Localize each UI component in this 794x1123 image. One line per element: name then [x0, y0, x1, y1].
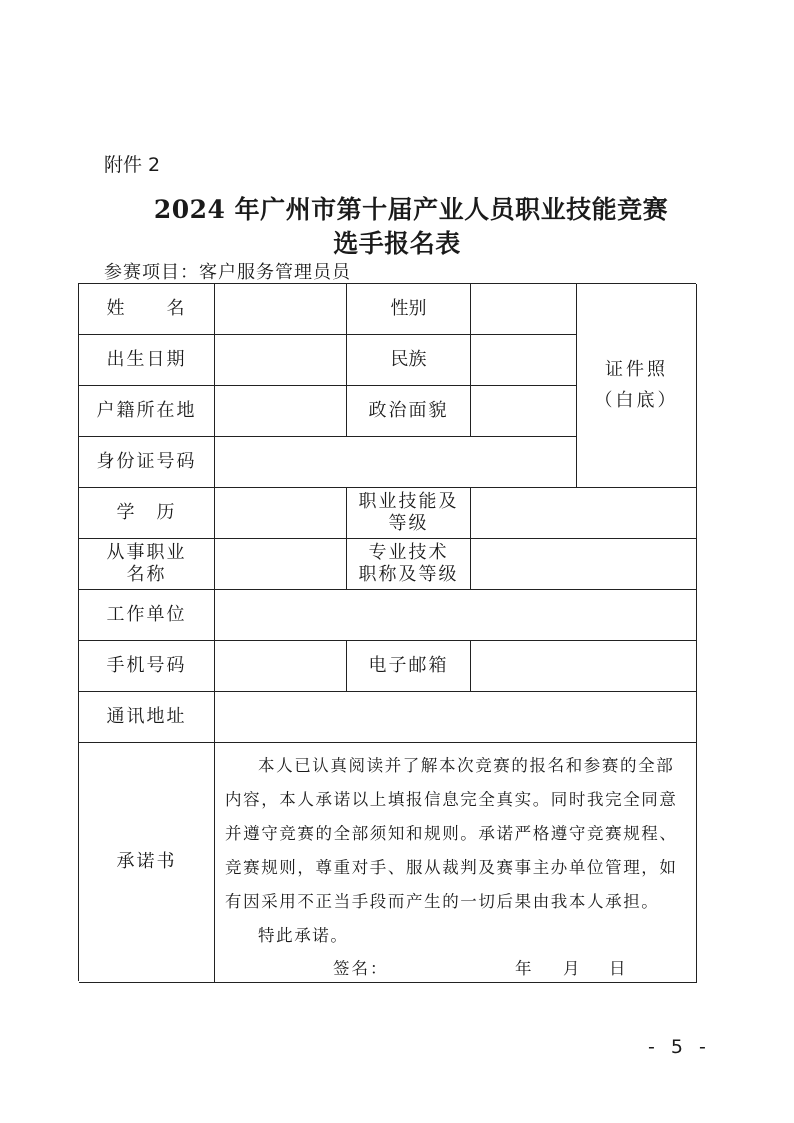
page-number: - 5 -	[648, 1036, 711, 1058]
project-line: 参赛项目：客户服务管理员员	[104, 262, 351, 283]
tech-title-label-line2: 职称及等级	[358, 564, 459, 585]
hukou-label: 户籍所在地	[79, 386, 215, 437]
birth-label: 出生日期	[79, 335, 215, 386]
address-label: 通讯地址	[79, 692, 215, 743]
year-label: 年	[515, 959, 534, 978]
skill-level-label	[347, 488, 471, 539]
education-field[interactable]	[215, 488, 347, 539]
email-label: 电子邮箱	[347, 641, 471, 692]
email-field[interactable]	[471, 641, 697, 692]
registration-table	[78, 283, 696, 981]
tech-title-label	[347, 539, 471, 590]
photo-box[interactable]	[577, 284, 697, 488]
id-number-label: 身份证号码	[79, 437, 215, 488]
ethnicity-label: 民族	[347, 335, 471, 386]
photo-label: 证件照	[605, 359, 668, 380]
pledge-closing: 特此承诺。	[258, 926, 349, 945]
pledge-label: 承诺书	[79, 743, 215, 983]
ethnicity-field[interactable]	[471, 335, 577, 386]
gender-field[interactable]	[471, 284, 577, 335]
signature-label[interactable]: 签名：	[333, 959, 389, 978]
form-title: 2024 年广州市第十届产业人员职业技能竞赛	[153, 195, 669, 224]
education-label: 学 历	[79, 488, 215, 539]
occupation-label-line2: 名称	[126, 564, 167, 585]
pledge-text: 本人已认真阅读并了解本次竞赛的报名和参赛的全部内容，本人承诺以上填报信息完全真实。同时我完全同意并遵守竞赛的全部须知和规则。承诺严格遵守竞赛规程、竞赛规则，尊重对手、服从裁判及赛事主办单位管理，如有因采用不正当手段而产生的一切后果由我本人承担。	[225, 756, 678, 911]
name-field[interactable]	[215, 284, 347, 335]
signature-row	[215, 948, 696, 982]
skill-level-label-line2: 等级	[388, 513, 429, 534]
hukou-field[interactable]	[215, 386, 347, 437]
phone-label: 手机号码	[79, 641, 215, 692]
address-field[interactable]	[215, 692, 697, 743]
political-field[interactable]	[471, 386, 577, 437]
occupation-field[interactable]	[215, 539, 347, 590]
phone-field[interactable]	[215, 641, 347, 692]
pledge-content	[215, 743, 697, 983]
birth-field[interactable]	[215, 335, 347, 386]
id-number-field[interactable]	[215, 437, 577, 488]
employer-label: 工作单位	[79, 590, 215, 641]
occupation-label-line1: 从事职业	[106, 541, 187, 563]
skill-level-field[interactable]	[471, 488, 697, 539]
attachment-label: 附件 2	[104, 154, 161, 176]
month-label: 月	[563, 959, 582, 978]
photo-note: （白底）	[594, 389, 679, 411]
political-label: 政治面貌	[347, 386, 471, 437]
tech-title-field[interactable]	[471, 539, 697, 590]
gender-label: 性别	[347, 284, 471, 335]
form-subtitle: 选手报名表	[333, 229, 461, 258]
employer-field[interactable]	[215, 590, 697, 641]
tech-title-label-line1: 专业技术	[368, 541, 449, 563]
occupation-label	[79, 539, 215, 590]
name-label: 姓 名	[79, 284, 215, 335]
skill-level-label-line1: 职业技能及	[358, 490, 459, 512]
day-label: 日	[609, 959, 628, 978]
